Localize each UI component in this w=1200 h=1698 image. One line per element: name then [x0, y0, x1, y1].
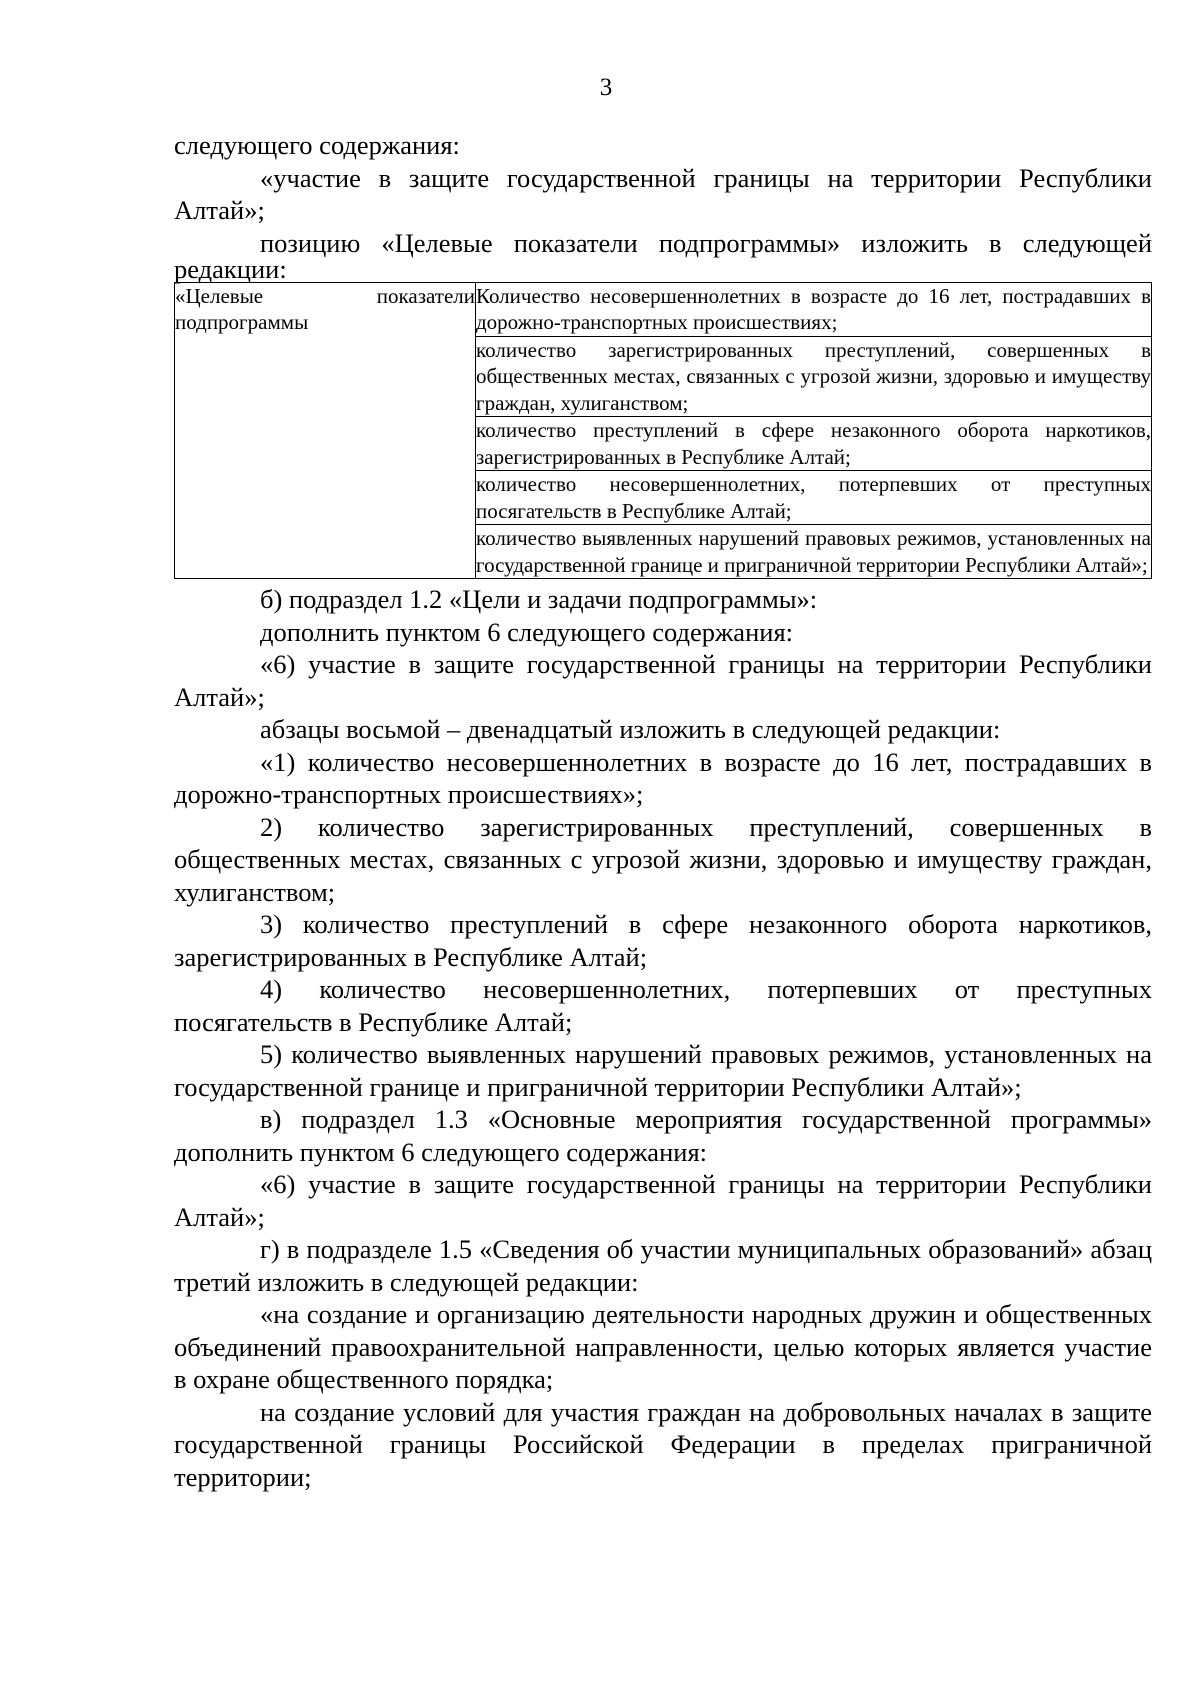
table-label-word2: показатели — [376, 283, 475, 308]
table-label-line1 — [175, 283, 475, 310]
paragraph: «6) участие в защите государственной границы на территории Республики Алтай»; — [174, 1169, 1152, 1232]
table-item: количество преступлений в сфере незаконного оборота наркотиков, зарегистрированных в Республике Алтай; — [476, 418, 1151, 469]
paragraph: г) в подразделе 1.5 «Сведения об участии муниципальных образований» абзац третий изложить в следующей редакции: — [174, 1234, 1152, 1297]
paragraph: абзацы восьмой – двенадцатый изложить в следующей редакции: — [260, 714, 1001, 744]
paragraph-intro-3: позицию «Целевые показатели подпрограммы» изложить в следующей редакции: — [174, 227, 1152, 284]
paragraph-intro-2: «участие в защите государственной границы на территории Республики Алтай»; — [174, 162, 1152, 225]
table-label-line2: подпрограммы — [175, 310, 309, 334]
table-values-cell — [476, 282, 1152, 579]
table-label-word1: «Целевые — [175, 283, 264, 308]
paragraph: «6) участие в защите государственной границы на территории Республики Алтай»; — [174, 649, 1152, 712]
paragraph: 5) количество выявленных нарушений правовых режимов, установленных на государственной границе и приграничной территории Республики Алтай»; — [174, 1039, 1152, 1102]
amendments-section — [174, 583, 1152, 1493]
table-item: количество зарегистрированных преступлений, совершенных в общественных местах, связанных с угрозой жизни, здоровью и имуществу граждан, хулиганством; — [476, 337, 1151, 415]
table-label-cell — [175, 282, 476, 579]
page-number: 3 — [599, 74, 613, 101]
table-row — [175, 282, 1152, 579]
paragraph-intro-1: следующего содержания: — [174, 130, 460, 160]
paragraph: б) подраздел 1.2 «Цели и задачи подпрограммы»: — [260, 584, 818, 614]
table-item: Количество несовершеннолетних в возрасте до 16 лет, пострадавших в дорожно-транспортных происшествиях; — [476, 283, 1151, 334]
paragraph: 2) количество зарегистрированных преступлений, совершенных в общественных местах, связанных с угрозой жизни, здоровью и имуществу граждан, хулиганством; — [174, 811, 1152, 907]
paragraph: «на создание и организацию деятельности народных дружин и общественных объединений правоохранительной направленности, целью которых является участие в охране общественного порядка; — [174, 1299, 1152, 1394]
paragraph: на создание условий для участия граждан на добровольных началах в защите государственной границы Российской Федерации в пределах приграничной территории; — [174, 1396, 1152, 1492]
paragraph: в) подраздел 1.3 «Основные мероприятия государственной программы» дополнить пунктом 6 следующего содержания: — [174, 1104, 1152, 1167]
document-body — [174, 129, 1152, 1493]
table-item: количество несовершеннолетних, потерпевших от преступных посягательств в Республике Алтай; — [476, 472, 1151, 523]
target-indicators-table — [174, 282, 1152, 580]
paragraph: 3) количество преступлений в сфере незаконного оборота наркотиков, зарегистрированных в Республике Алтай; — [174, 909, 1152, 972]
paragraph: «1) количество несовершеннолетних в возрасте до 16 лет, пострадавших в дорожно-транспортных происшествиях»; — [174, 746, 1152, 809]
paragraph: 4) количество несовершеннолетних, потерпевших от преступных посягательств в Республике Алтай; — [174, 974, 1152, 1037]
paragraph: дополнить пунктом 6 следующего содержания: — [260, 616, 793, 647]
table-item: количество выявленных нарушений правовых режимов, установленных на государственной границе и приграничной территории Республики Алтай»; — [476, 526, 1151, 577]
